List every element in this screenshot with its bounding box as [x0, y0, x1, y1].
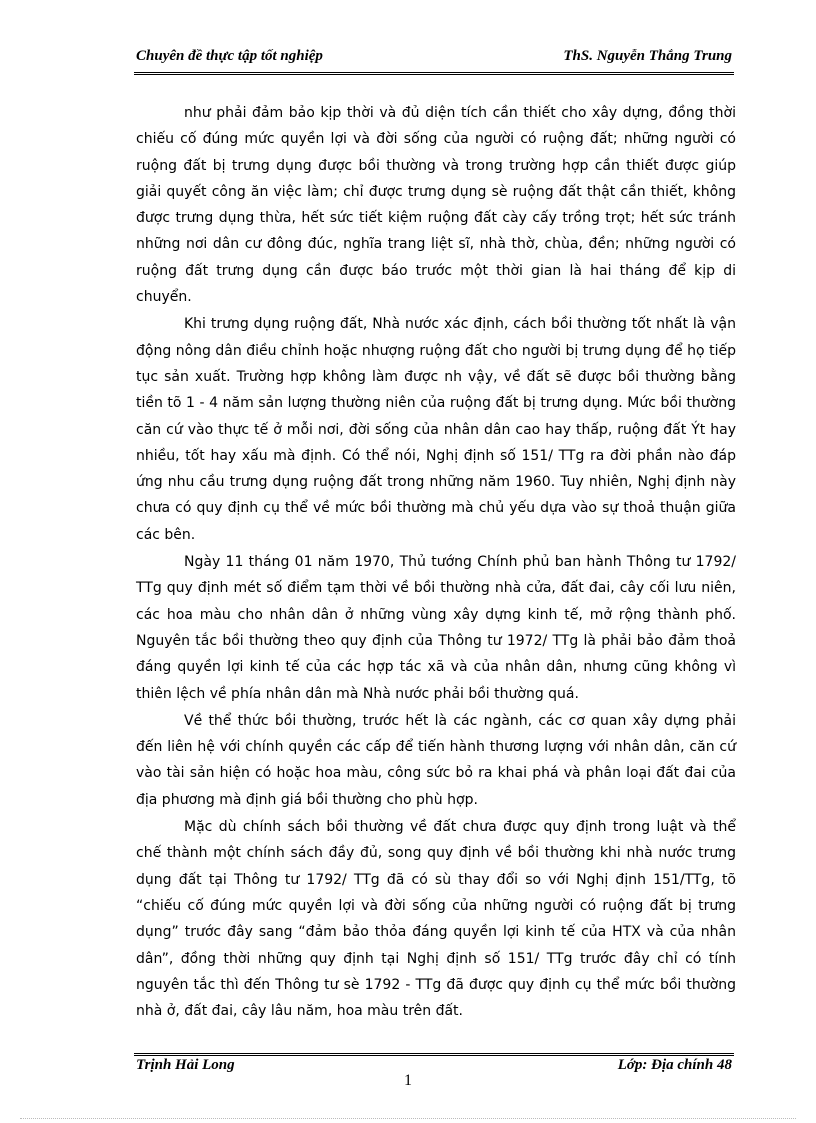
- paragraph: như phải đảm bảo kịp thời và đủ diện tích cần thiết cho xây dựng, đồng thời chiếu cố đúng mức quyền lợi và đời sống của người có ruộng đất; những người có ruộng đất bị trưng dụng được bồi thường và trong trường hợp cần thiết được giúp giải quyết công ăn việc làm; chỉ được trưng dụng sè ruộng đất thật cần thiết, không được trưng dụng thừa, hết sức tiết kiệm ruộng đất cày cấy trồng trọt; hết sức tránh những nơi dân cư đông đúc, nghĩa trang liệt sĩ, nhà thờ, chùa, đền; những người có ruộng đất trưng dụng cần được báo trước một thời gian là hai tháng để kịp di chuyển.: [136, 105, 736, 306]
- footer-divider: [134, 1053, 734, 1056]
- page-bottom-border: [20, 1118, 796, 1119]
- paragraph: Mặc dù chính sách bồi thường về đất chưa được quy định trong luật và thể chế thành một chính sách đầy đủ, song quy định về bồi thường khi nhà nước trưng dụng đất tại Thông tư 1792/ TTg đã có sù thay đổi so với Nghị định 151/TTg, tõ “chiếu cố đúng mức quyền lợi và đời sống của những người có ruộng đất bị trưng dụng” trước đây sang “đảm bảo thỏa đáng quyền lợi kinh tế của HTX và của nhân dân”, đồng thời những quy định tại Nghị định số 151/ TTg trước đây chỉ có tính nguyên tắc thì đến Thông tư sè 1792 - TTg đã được quy định cụ thể mức bồi thường nhà ở, đất đai, cây lâu năm, hoa màu trên đất.: [136, 819, 736, 1020]
- header-author: ThS. Nguyễn Thắng Trung: [563, 48, 732, 64]
- paragraph: Ngày 11 tháng 01 năm 1970, Thủ tướng Chính phủ ban hành Thông tư 1792/ TTg quy định mét số điểm tạm thời về bồi thường nhà cửa, đất đai, cây cối lưu niên, các hoa màu cho nhân dân ở những vùng xây dựng kinh tế, mở rộng thành phố. Nguyên tắc bồi thường theo quy định của Thông tư 1972/ TTg là phải bảo đảm thoả đáng quyền lợi kinh tế của các hợp tác xã và của nhân dân, nhưng cũng không vì thiên lệch về phía nhân dân mà Nhà nước phải bồi thường quá.: [136, 554, 736, 702]
- header-divider: [134, 72, 734, 75]
- footer-class: Lớp: Địa chính 48: [617, 1057, 732, 1073]
- header-title: Chuyên đề thực tập tốt nghiệp: [136, 48, 323, 64]
- page-number: 1: [404, 1072, 412, 1089]
- paragraph: Khi trưng dụng ruộng đất, Nhà nước xác định, cách bồi thường tốt nhất là vận động nông dân điều chỉnh hoặc nhượng ruộng đất cho người bị trưng dụng để họ tiếp tục sản xuất. Trường hợp không làm được nh vậy, về đất sẽ được bồi thường bằng tiền tõ 1 - 4 năm sản lượng thường niên của ruộng đất bị trưng dụng. Mức bồi thường căn cứ vào thực tế ở mỗi nơi, đời sống của nhân dân cao hay thấp, ruộng đất Ýt hay nhiều, tốt hay xấu mà định. Có thể nói, Nghị định số 151/ TTg ra đời phần nào đáp ứng nhu cầu trưng dụng ruộng đất trong những năm 1960. Tuy nhiên, Nghị định này chưa có quy định cụ thể về mức bồi thường mà chủ yếu dựa vào sự thoả thuận giữa các bên.: [136, 316, 736, 543]
- page-header: [136, 48, 732, 70]
- paragraph: Về thể thức bồi thường, trước hết là các ngành, các cơ quan xây dựng phải đến liên hệ với chính quyền các cấp để tiến hành thương lượng với nhân dân, căn cứ vào tài sản hiện có hoặc hoa màu, công sức bỏ ra khai phá và phân loại đất đai của địa phương mà định giá bồi thường cho phù hợp.: [136, 712, 736, 808]
- document-body: [136, 100, 736, 1025]
- footer-author: Trịnh Hải Long: [136, 1057, 235, 1073]
